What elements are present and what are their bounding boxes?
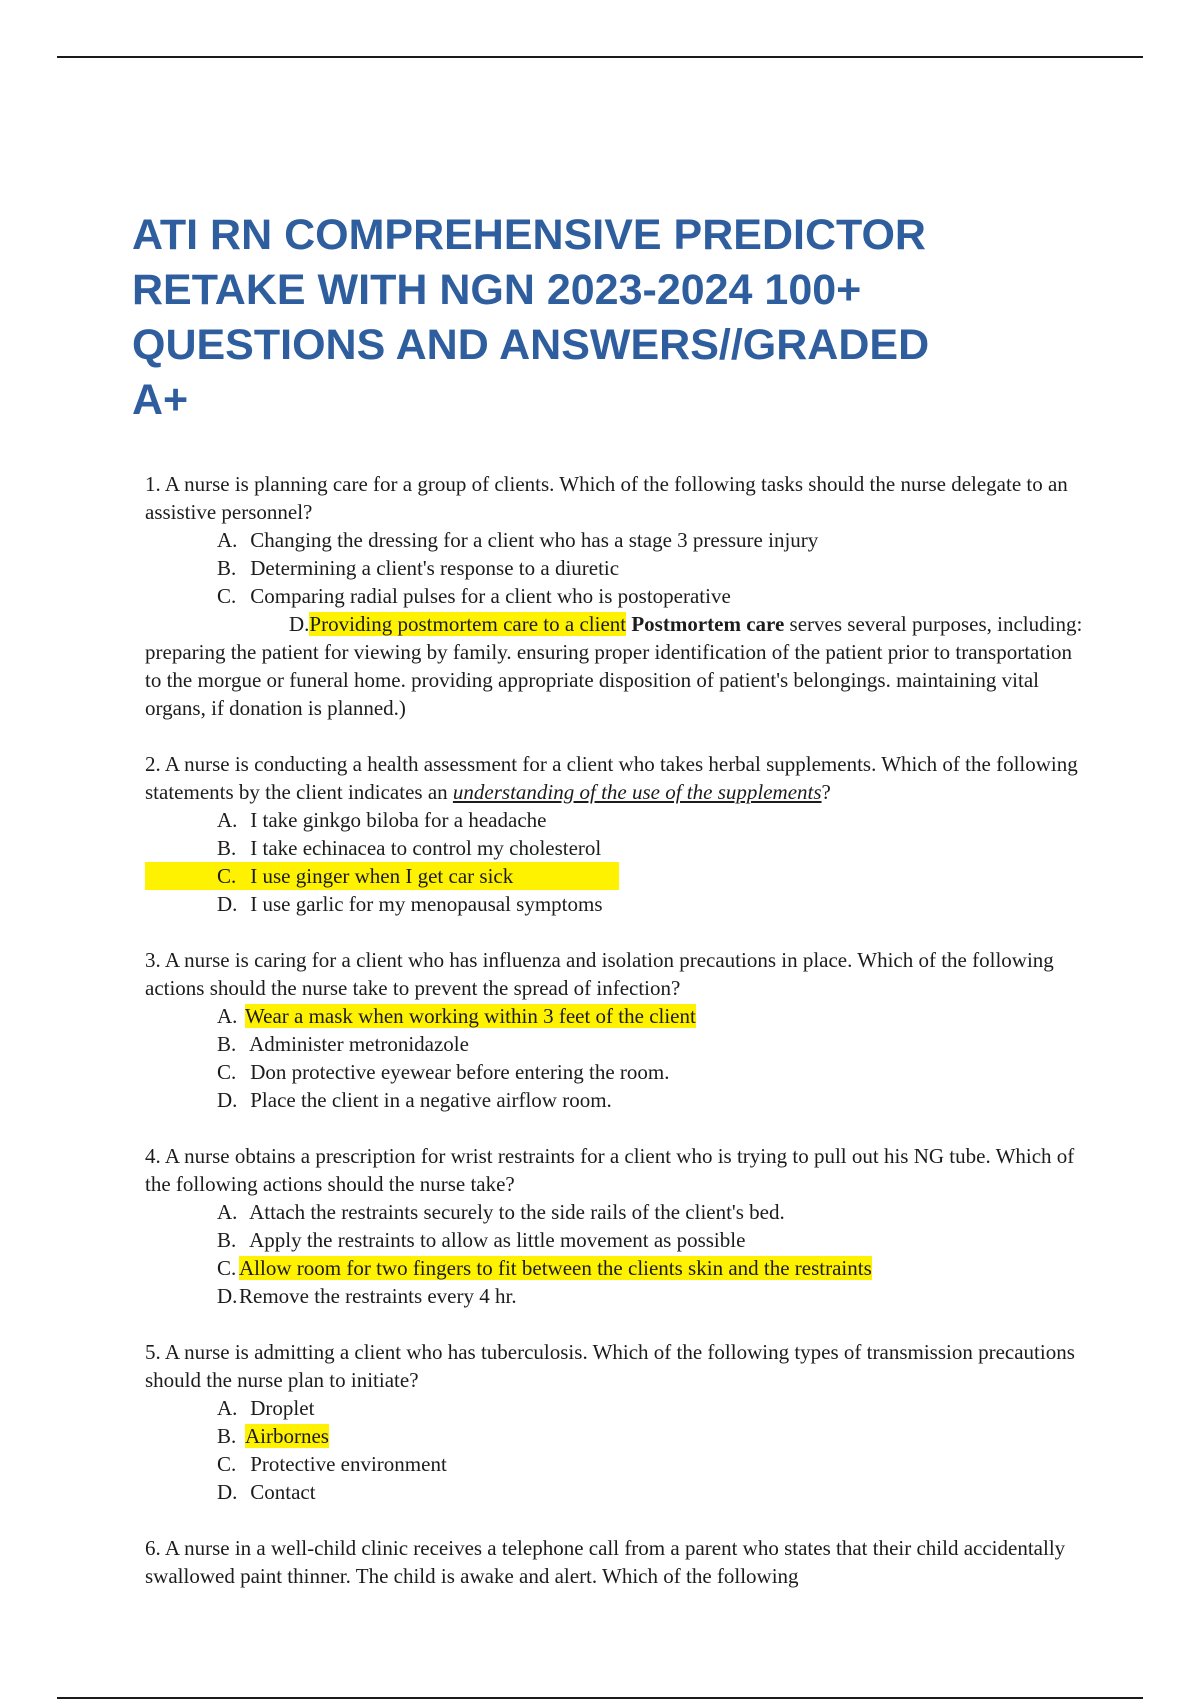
option-b (145, 834, 1090, 862)
stem-end: ? (821, 780, 831, 804)
option-a (145, 1002, 1090, 1030)
option-letter: C. (217, 1256, 237, 1280)
option-a (145, 526, 1090, 554)
question-5 (145, 1338, 1090, 1506)
question-stem: 5. A nurse is admitting a client who has tuberculosis. Which of the following types of transmission precautions should the nurse plan to initiate? (145, 1340, 1075, 1392)
option-c (145, 582, 1090, 610)
correct-answer-highlight: Airbornes (245, 1424, 329, 1448)
rationale-text: serves several purposes, including: preparing the patient for viewing by family. ensuring proper identification of the patient prior to transportation to the morgue or funeral home. providing appropriate disposition of patient's belongings. maintaining vital organs, if donation is planned.) (145, 612, 1083, 720)
correct-answer-highlight: Wear a mask when working within 3 feet of the client (245, 1004, 696, 1028)
option-d (145, 890, 1090, 918)
option-letter: A. (217, 1396, 238, 1420)
option-letter: A. (217, 808, 238, 832)
option-d (145, 610, 1090, 722)
option-letter: B. (217, 1424, 237, 1448)
option-text: Don protective eyewear before entering the room. (250, 1060, 670, 1084)
option-letter: B. (217, 836, 237, 860)
option-letter: B. (217, 1228, 237, 1252)
option-letter: C. (217, 584, 237, 608)
option-text: Apply the restraints to allow as little movement as possible (249, 1228, 746, 1252)
stem-emphasis: understanding of the use of the supplements (452, 780, 822, 804)
question-2 (145, 750, 1090, 918)
option-c (145, 862, 619, 890)
option-letter: D. (217, 1284, 238, 1308)
option-text: Place the client in a negative airflow room. (250, 1088, 612, 1112)
question-list (145, 470, 1090, 1618)
option-text: I use ginger when I get car sick (250, 864, 514, 888)
option-letter: D. (289, 612, 310, 636)
option-text: Droplet (250, 1396, 315, 1420)
option-d (145, 1086, 1090, 1114)
option-d (145, 1282, 1090, 1310)
option-letter: C. (217, 1452, 237, 1476)
option-c (145, 1058, 1090, 1086)
option-text: Comparing radial pulses for a client who is postoperative (250, 584, 731, 608)
question-1 (145, 470, 1090, 722)
option-letter: D. (217, 1480, 238, 1504)
option-text: Protective environment (250, 1452, 447, 1476)
option-b (145, 1226, 1090, 1254)
option-c (145, 1450, 1090, 1478)
question-stem: 4. A nurse obtains a prescription for wrist restraints for a client who is trying to pull out his NG tube. Which of the following actions should the nurse take? (145, 1144, 1075, 1196)
rationale-term: Postmortem care (631, 612, 785, 636)
option-text: I use garlic for my menopausal symptoms (250, 892, 603, 916)
title-line: QUESTIONS AND ANSWERS//GRADED (132, 321, 930, 369)
option-list (145, 526, 1090, 722)
bottom-rule (57, 1697, 1143, 1699)
option-text: Determining a client's response to a diuretic (250, 556, 620, 580)
option-c (145, 1254, 1090, 1282)
document-title (132, 208, 1012, 428)
option-list (145, 1002, 1090, 1114)
question-4 (145, 1142, 1090, 1310)
option-letter: A. (217, 528, 238, 552)
option-text: I take ginkgo biloba for a headache (250, 808, 547, 832)
option-d (145, 1478, 1090, 1506)
question-3 (145, 946, 1090, 1114)
option-list (145, 806, 1090, 918)
option-letter: C. (217, 1060, 237, 1084)
option-a (145, 806, 1090, 834)
correct-answer-highlight: Allow room for two fingers to fit between the clients skin and the restraints (239, 1256, 872, 1280)
option-letter: A. (217, 1200, 238, 1224)
option-text: Remove the restraints every 4 hr. (239, 1284, 517, 1308)
question-stem: 3. A nurse is caring for a client who has influenza and isolation precautions in place. Which of the following actions should the nurse take to prevent the spread of infection? (145, 948, 1054, 1000)
option-text: Administer metronidazole (249, 1032, 469, 1056)
option-letter: D. (217, 1088, 238, 1112)
option-b (145, 554, 1090, 582)
top-rule (57, 56, 1143, 58)
question-6 (145, 1534, 1090, 1590)
question-stem: 6. A nurse in a well-child clinic receives a telephone call from a parent who states that their child accidentally swallowed paint thinner. The child is awake and alert. Which of the following (145, 1536, 1066, 1588)
title-line: ATI RN COMPREHENSIVE PREDICTOR (132, 211, 926, 259)
stem-text: 2. A nurse is conducting a health assessment for a client who takes herbal supplements. Which of the following statements by the client indicates an (145, 752, 1078, 804)
option-a (145, 1198, 1090, 1226)
option-letter: D. (217, 892, 238, 916)
option-text: I take echinacea to control my cholesterol (250, 836, 602, 860)
option-text: Attach the restraints securely to the side rails of the client's bed. (249, 1200, 785, 1224)
option-a (145, 1394, 1090, 1422)
option-letter: C. (217, 864, 237, 888)
title-line: A+ (132, 376, 189, 424)
correct-answer-highlight: Providing postmortem care to a client (309, 612, 627, 636)
question-stem (145, 750, 1090, 806)
option-letter: B. (217, 556, 237, 580)
option-b (145, 1422, 1090, 1450)
option-list (145, 1198, 1090, 1310)
question-stem: 1. A nurse is planning care for a group of clients. Which of the following tasks should the nurse delegate to an assistive personnel? (145, 472, 1068, 524)
option-text: Changing the dressing for a client who has a stage 3 pressure injury (250, 528, 819, 552)
option-letter: B. (217, 1032, 237, 1056)
option-text: Contact (250, 1480, 316, 1504)
option-b (145, 1030, 1090, 1058)
title-line: RETAKE WITH NGN 2023-2024 100+ (132, 266, 862, 314)
option-list (145, 1394, 1090, 1506)
option-letter: A. (217, 1004, 238, 1028)
